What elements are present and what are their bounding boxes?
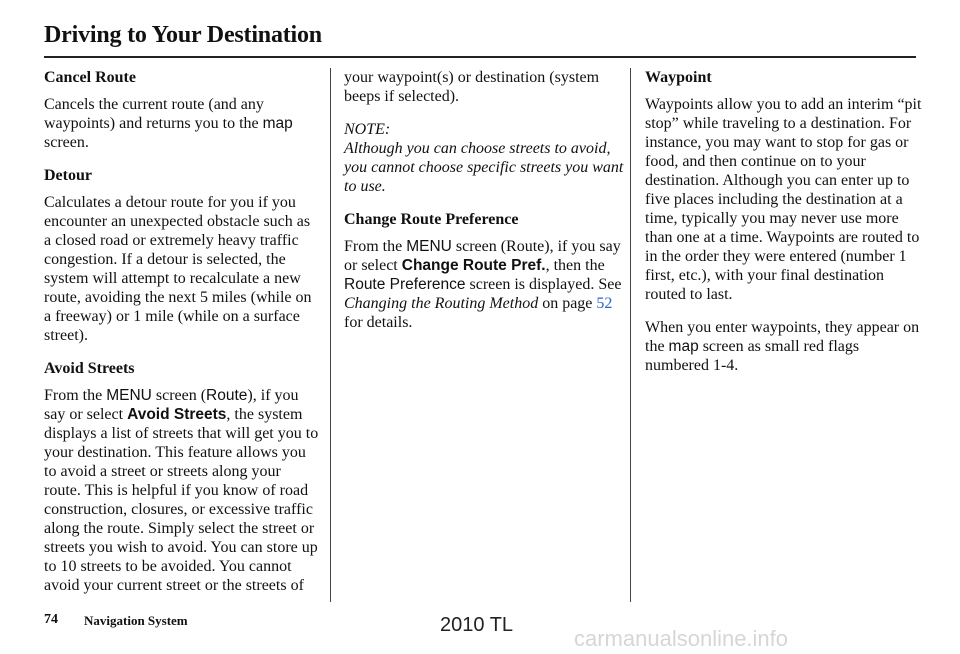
waypoint-section [645,68,925,375]
site-watermark: carmanualsonline.info [574,626,789,651]
text-run: screen as small red flags numbered 1-4. [645,338,860,374]
page-number: 74 [44,612,58,627]
text-run: , then the [545,257,605,274]
detour-text: Calculates a detour route for you if you encounter an unexpected obstacle such as a closed road or extremely heavy traffic congestion. If a detour is selected, the system will attempt to recalculate a new route, avoiding the next 5 miles (while on a freeway) or 1 mile (while on a surface street). [44,194,312,344]
menu-term: MENU [406,238,452,255]
route-term: Route [206,387,248,404]
waypoint-heading: Waypoint [645,69,712,86]
cancel-route-heading: Cancel Route [44,69,136,86]
route-preference-term: Route Preference [344,276,466,293]
detour-section [44,166,320,345]
text-run: screen (Route), if you say or select [344,238,621,274]
cancel-route-text [44,95,320,152]
continuation-text: your waypoint(s) or destination (system beeps if selected). [344,69,600,105]
detour-heading: Detour [44,167,92,184]
model-watermark: 2010 TL [440,614,514,636]
page-title: Driving to Your Destination [44,22,322,48]
text-run: screen ( [151,387,207,404]
text-run: From the [344,238,407,255]
text-run: screen. [44,134,89,151]
text-run: ), if you say or select [44,387,299,423]
avoid-streets-term: Avoid Streets [127,406,227,423]
column-left [44,68,320,609]
column-divider [330,68,331,602]
waypoint-text: Waypoints allow you to add an interim “pit stop” while traveling to a destination. For instance, you may want to stop for gas or food, and then continue on to your destination. Although you can enter up to five places including the destination at a time, typically you may never use more than one at a time. Waypoints are routed to in the order they were entered (number 1 first, etc.), with your final destination routed to last. [645,96,922,303]
text-run: for details. [344,314,413,331]
footer-section-label: Navigation System [84,613,188,628]
text-run: From the [44,387,107,404]
note-label: NOTE: [344,121,391,138]
avoid-streets-section [44,359,320,595]
note-text: Although you can choose streets to avoid, you cannot choose specific streets you want to use. [344,140,624,195]
menu-term: MENU [106,387,152,404]
text-run: , the system displays a list of streets that will get you to your destination. This feature allows you to avoid a street or streets along your route. This is helpful if you know of road construction, closures, or excessive traffic along the route. Simply select the street or streets you wish to avoid. You can store up to 10 streets to be avoided. You cannot avoid your current street or the streets of [44,406,319,594]
text-run: on page [538,295,597,312]
change-route-section [344,210,624,332]
change-route-heading: Change Route Preference [344,211,519,228]
text-run: screen is displayed. See [465,276,622,293]
column-right [645,68,925,389]
column-divider [630,68,631,602]
avoid-streets-text [44,386,320,595]
avoid-streets-heading: Avoid Streets [44,360,135,377]
cancel-route-section [44,68,320,152]
change-route-text [344,237,624,332]
waypoint-map-text [645,318,925,375]
page-link[interactable]: 52 [596,295,613,312]
map-term: map [668,338,699,355]
column-middle [344,68,624,346]
text-run: When you enter waypoints, they appear on the [645,319,920,355]
text-run: Cancels the current route (and any waypoints) and returns you to the [44,96,264,132]
reference-title: Changing the Routing Method [344,295,539,312]
map-term: map [262,115,293,132]
change-route-term: Change Route Pref. [401,257,546,274]
title-rule [44,56,916,58]
